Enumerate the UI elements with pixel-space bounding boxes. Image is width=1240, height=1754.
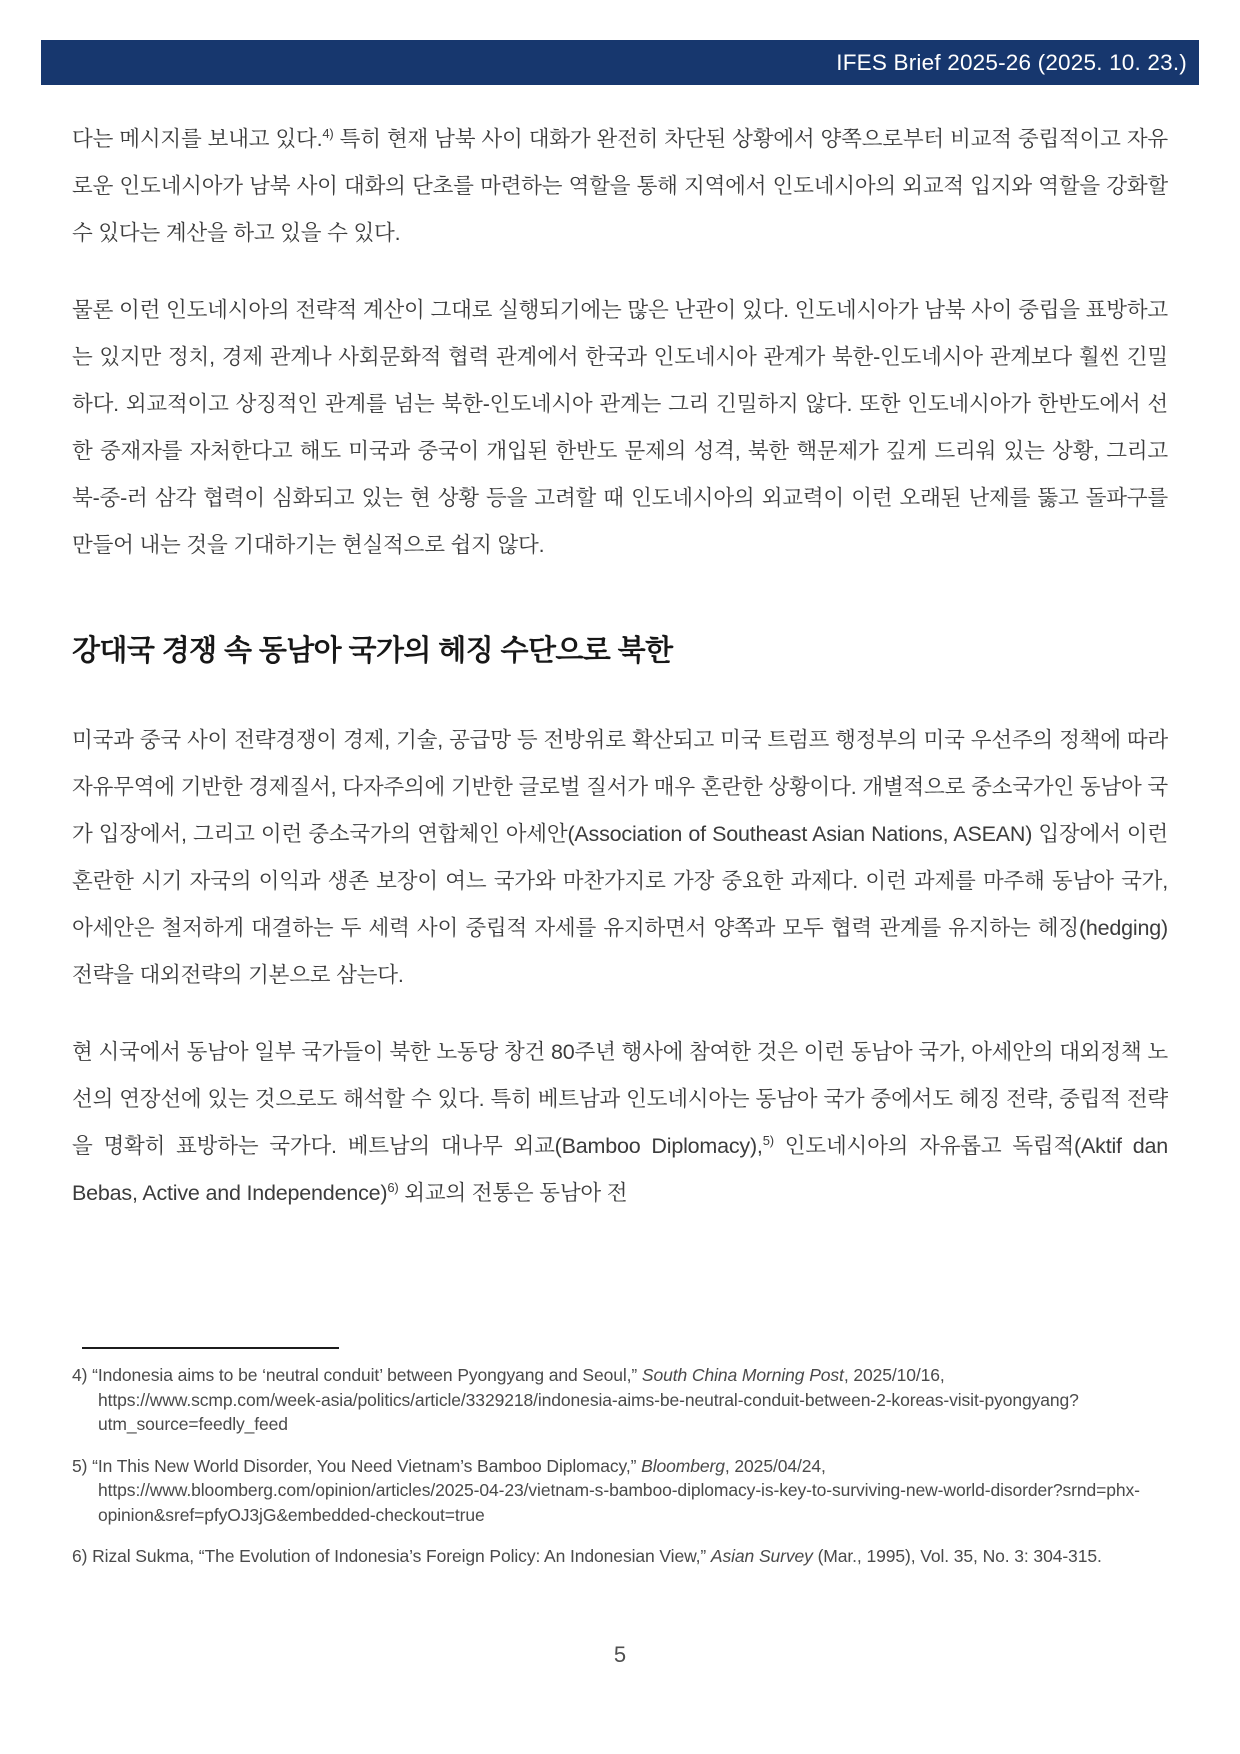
footnote: [72, 1544, 1168, 1569]
text-run: “In This New World Disorder, You Need Vietnam’s Bamboo Diplomacy,”: [92, 1455, 642, 1476]
text-run: 특히 현재 남북 사이 대화가 완전히 차단된 상황에서 양쪽으로부터 비교적 중립적이고 자유로운 인도네시아가 남북 사이 대화의 단초를 마련하는 역할을 통해 지역에서 인도네시아의 외교적 입지와 역할을 강화할 수 있다는 계산을 하고 있을 수 있다.: [72, 127, 1169, 245]
body-paragraph: [72, 1029, 1168, 1217]
footnote: [72, 1363, 1168, 1437]
footnotes-section: [72, 1347, 1168, 1586]
footnote-ref: 4): [322, 125, 334, 141]
text-run: Rizal Sukma, “The Evolution of Indonesia’s Foreign Policy: An Indonesian View,”: [92, 1546, 711, 1566]
footnote-marker: 4): [72, 1365, 93, 1385]
text-run: 물론 이런 인도네시아의 전략적 계산이 그대로 실행되기에는 많은 난관이 있다. 인도네시아가 남북 사이 중립을 표방하고는 있지만 정치, 경제 관계나 사회문화적 협력 관계에서 한국과 인도네시아 관계가 북한-인도네시아 관계보다 훨씬 긴밀하다. 외교적이고 상징적인 관계를 넘는 북한-인도네시아 관계는 그리 긴밀하지 않다. 또한 인도네시아가 한반도에서 선한 중재자를 자처한다고 해도 미국과 중국이 개입된 한반도 문제의 성격, 북한 핵문제가 깊게 드리워 있는 상황, 그리고 북-중-러 삼각 협력이 심화되고 있는 현 상황 등을 고려할 때 인도네시아의 외교력이 이런 오래된 난제를 뚫고 돌파구를 만들어 내는 것을 기대하기는 현실적으로 쉽지 않다.: [72, 298, 1168, 557]
text-run: “Indonesia aims to be ‘neutral conduit’ between Pyongyang and Seoul,”: [92, 1365, 642, 1385]
section-heading: 강대국 경쟁 속 동남아 국가의 헤징 수단으로 북한: [72, 635, 673, 667]
text-run: (Mar., 1995), Vol. 35, No. 3: 304-315.: [812, 1546, 1102, 1566]
body-paragraph: [72, 717, 1168, 999]
text-run: 미국과 중국 사이 전략경쟁이 경제, 기술, 공급망 등 전방위로 확산되고 미국 트럼프 행정부의 미국 우선주의 정책에 따라 자유무역에 기반한 경제질서, 다자주의에 기반한 글로벌 질서가 매우 혼란한 상황이다. 개별적으로 중소국가인 동남아 국가 입장에서, 그리고 이런 중소국가의 연합체인 아세안(Association of Southeast Asian Nations, ASEAN) 입장에서 이런 혼란한 시기 자국의 이익과 생존 보장이 여느 국가와 마찬가지로 가장 중요한 과제다. 이런 과제를 마주해 동남아 국가, 아세안은 철저하게 대결하는 두 세력 사이 중립적 자세를 유지하면서 양쪽과 모두 협력 관계를 유지하는 헤징(hedging) 전략을 대외전략의 기본으로 삼는다.: [72, 728, 1168, 987]
brief-title: IFES Brief 2025-26 (2025. 10. 23.): [836, 49, 1187, 75]
footnote: [72, 1454, 1168, 1528]
footnote-ref: 5): [762, 1132, 774, 1148]
section-paragraphs: [72, 717, 1168, 1217]
footnote-marker: 5): [72, 1455, 93, 1476]
italic-text: South China Morning Post: [641, 1365, 844, 1385]
page-number: 5: [613, 1642, 627, 1667]
page-content: [72, 116, 1168, 1217]
text-run: 다는 메시지를 보내고 있다.: [72, 127, 323, 151]
header-bar: [41, 40, 1199, 85]
text-run: 현 시국에서 동남아 일부 국가들이 북한 노동당 창건 80주년 행사에 참여한 것은 이런 동남아 국가, 아세안의 대외정책 노선의 연장선에 있는 것으로도 해석할 수 있다. 특히 베트남과 인도네시아는 동남아 국가 중에서도 헤징 전략, 중립적 전략을 명확히 표방하는 국가다. 베트남의 대나무 외교(Bamboo Diplomacy),: [72, 1040, 1168, 1158]
text-run: 외교의 전통은 동남아 전: [398, 1181, 628, 1205]
body-paragraph: [72, 287, 1168, 569]
footnote-divider: [82, 1347, 339, 1349]
footnote-marker: 6): [72, 1546, 93, 1566]
italic-text: Asian Survey: [710, 1546, 813, 1566]
intro-paragraphs: [72, 116, 1168, 569]
body-paragraph: [72, 116, 1168, 257]
footnote-ref: 6): [387, 1179, 399, 1195]
text-run: 인도네시아의 자유롭고 독립적(Aktif dan Bebas, Active and Independence): [72, 1134, 1169, 1205]
italic-text: Bloomberg: [641, 1455, 725, 1476]
footnotes-list: [72, 1363, 1168, 1569]
text-run: , 2025/10/16, https://www.scmp.com/week-asia/politics/article/3329218/indonesia-aims-be-neutral-conduit-between-2-koreas-visit-pyongyang?utm_source=feedly_feed: [98, 1365, 1079, 1434]
text-run: , 2025/04/24, https://www.bloomberg.com/opinion/articles/2025-04-23/vietnam-s-bamboo-diplomacy-is-key-to-surviving-new-world-disorder?srnd=phx-opinion&sref=pfyOJ3jG&embedded-checkout=true: [98, 1455, 1140, 1525]
